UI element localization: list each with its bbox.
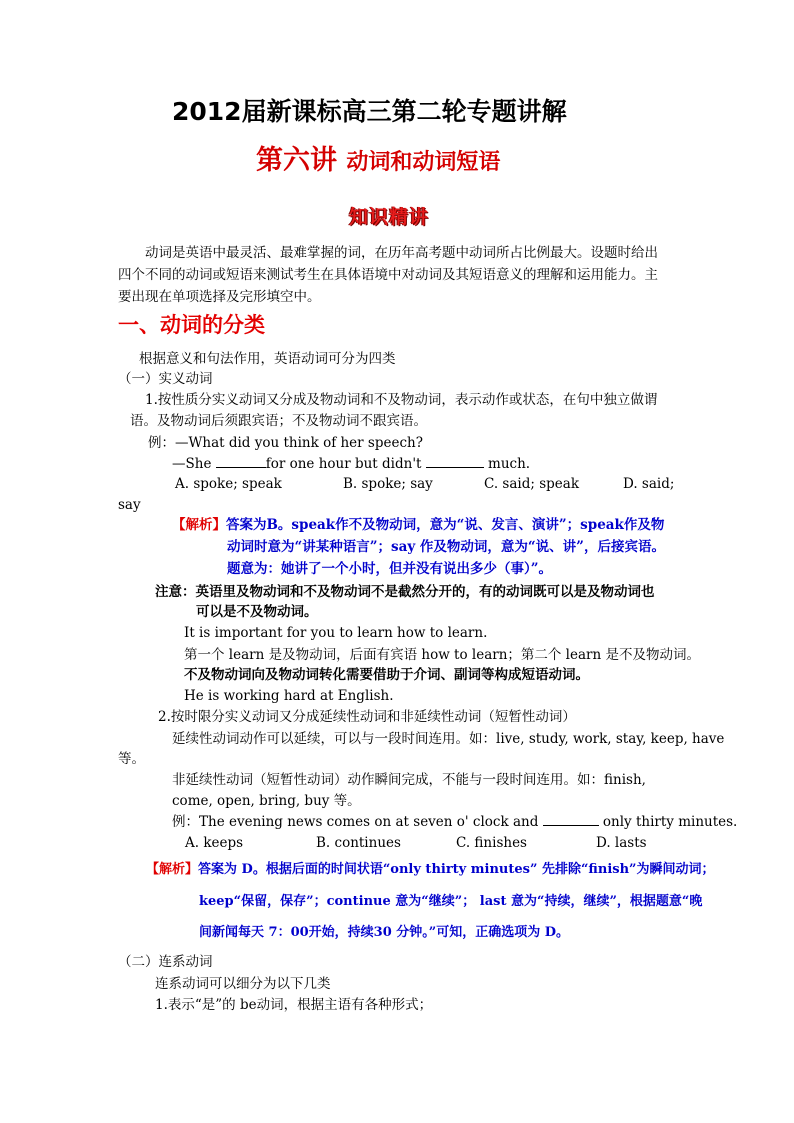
example2-question: 例：The evening news comes on at seven o' clock and only thirty minutes.	[172, 814, 738, 830]
analysis2-line-2: keep“保留，保存”；continue 意为“继续”； last 意为“持续，继续”，根据题意“晚	[199, 894, 703, 909]
subheading-linking-verbs: （二）连系动词	[118, 954, 213, 970]
analysis2-line-1: 【解析】答案为 D。根据后面的时间状语“only thirty minutes” 先排除“finish”为瞬间动词；	[146, 862, 715, 877]
lecture-topic: 动词和动词短语	[346, 150, 501, 175]
note-rule: 不及物动词向及物动词转化需要借助于介词、副词等构成短语动词。	[184, 667, 589, 683]
intro-line-3: 要出现在单项选择及完形填空中。	[118, 289, 321, 305]
example1-option-c: C. said; speak	[484, 476, 579, 492]
knowledge-heading: 知识精讲	[349, 206, 430, 228]
blank-1	[216, 455, 266, 468]
note-line-1: 注意：英语里及物动词和不及物动词不是截然分开的，有的动词既可以是及物动词也	[155, 584, 655, 600]
section-heading-classification: 一、动词的分类	[118, 313, 265, 337]
analysis2-tag: 【解析】	[146, 862, 199, 877]
para2-continuous-line-2: 等。	[118, 751, 145, 767]
para2-instant-line-1: 非延续性动词（短暂性动词）动作瞬间完成，不能与一段时间连用。如：finish,	[172, 772, 646, 788]
note-example-2: He is working hard at English.	[184, 688, 394, 704]
example1-option-b: B. spoke; say	[343, 476, 433, 492]
blank-3	[543, 813, 599, 826]
note-line-2: 可以是不及物动词。	[196, 604, 318, 620]
subheading-notional-verbs: （一）实义动词	[118, 371, 213, 387]
para1-line-2: 语。及物动词后须跟宾语；不及物动词不跟宾语。	[130, 413, 427, 429]
example1-option-a: A. spoke; speak	[175, 476, 282, 492]
linking-verbs-intro: 连系动词可以细分为以下几类	[155, 976, 331, 992]
page-title: 2012届新课标高三第二轮专题讲解	[172, 97, 567, 126]
blank-2	[426, 455, 484, 468]
para1-line-1: 1.按性质分实义动词又分成及物动词和不及物动词，表示动作或状态，在句中独立做谓	[145, 392, 658, 408]
intro-line-2: 四个不同的动词或短语来测试考生在具体语境中对动词及其短语意义的理解和运用能力。主	[118, 267, 658, 283]
example1-question: 例：—What did you think of her speech?	[148, 435, 423, 451]
example2-option-c: C. finishes	[456, 835, 527, 851]
para2-continuous-line-1: 延续性动词动作可以延续，可以与一段时间连用。如：live, study, work, stay, keep, have	[172, 731, 725, 747]
example1-option-d-wrap: say	[118, 497, 141, 513]
para2-heading: 2.按时限分实义动词又分成延续性动词和非延续性动词（短暂性动词）	[158, 709, 576, 725]
section-intro: 根据意义和句法作用，英语动词可分为四类	[139, 351, 396, 367]
example1-option-d: D. said;	[623, 476, 675, 492]
intro-line-1: 动词是英语中最灵活、最难掌握的词，在历年高考题中动词所占比例最大。设题时给出	[145, 245, 658, 261]
analysis1-tag: 【解析】	[172, 517, 226, 533]
example2-option-d: D. lasts	[596, 835, 647, 851]
note-example: It is important for you to learn how to learn.	[184, 625, 488, 641]
para2-instant-line-2: come, open, bring, buy 等。	[172, 793, 361, 809]
analysis1-line-1: 【解析】答案为B。speak作不及物动词，意为“说、发言、演讲”；speak作及物	[172, 517, 665, 533]
example1-sentence: —She for one hour but didn't much.	[172, 456, 531, 472]
analysis1-line-2: 动词时意为“讲某种语言”；say 作及物动词，意为“说、讲”，后接宾语。	[227, 539, 665, 555]
linking-verbs-item-1: 1.表示“是”的 be动词，根据主语有各种形式；	[155, 997, 433, 1013]
analysis2-line-3: 间新闻每天 7：00开始，持续30 分钟。”可知，正确选项为 D。	[199, 925, 570, 940]
analysis1-line-3: 题意为：她讲了一个小时，但并没有说出多少（事）”。	[227, 561, 553, 577]
lecture-heading	[256, 145, 501, 176]
example2-option-a: A. keeps	[185, 835, 244, 851]
example2-option-b: B. continues	[316, 835, 401, 851]
lecture-number: 第六讲	[256, 145, 337, 176]
note-explanation: 第一个 learn 是及物动词，后面有宾语 how to learn；第二个 learn 是不及物动词。	[184, 647, 700, 663]
